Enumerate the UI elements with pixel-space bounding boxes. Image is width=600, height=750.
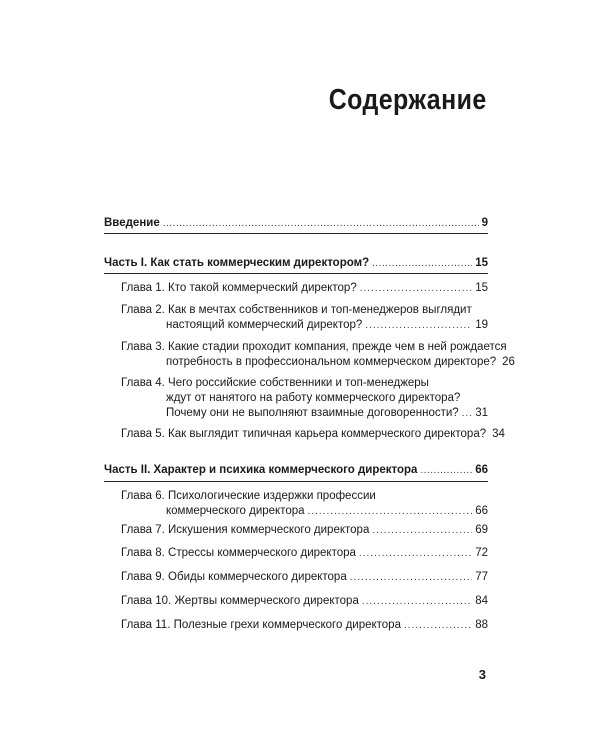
toc-chapter-1[interactable] <box>121 281 488 296</box>
toc-part-1[interactable] <box>104 256 488 271</box>
dot-leader <box>350 570 472 585</box>
toc-chapter-2[interactable] <box>121 303 488 333</box>
dot-leader <box>420 463 472 478</box>
chapter-label: Глава 7. Искушения коммерческого директора <box>121 524 370 536</box>
chapter-label-cont: коммерческого директора <box>166 505 305 517</box>
toc-chapter-5[interactable] <box>121 427 505 442</box>
toc-chapter-4[interactable] <box>121 376 488 421</box>
toc-chapter-9[interactable] <box>121 570 488 585</box>
toc-part-label: Часть II. Характер и психика коммерческого директора <box>104 464 418 476</box>
chapter-page: 72 <box>475 547 488 559</box>
dot-leader <box>360 281 472 296</box>
chapter-label-cont: потребность в профессиональном коммерческом директоре? <box>166 356 497 368</box>
chapter-label: Глава 2. Как в мечтах собственников и топ-менеджеров выглядит <box>121 304 472 316</box>
toc-chapter-11[interactable] <box>121 618 488 633</box>
toc-part-2[interactable] <box>104 463 488 478</box>
page-number: 3 <box>478 667 486 682</box>
chapter-page: 31 <box>475 407 488 419</box>
chapter-page: 77 <box>475 571 488 583</box>
dot-leader <box>372 523 472 538</box>
divider <box>104 481 488 482</box>
page-title: Содержание <box>329 84 487 116</box>
chapter-page: 15 <box>475 282 488 294</box>
toc-part-page: 66 <box>475 464 488 476</box>
chapter-page: 66 <box>475 505 488 517</box>
toc-part-page: 15 <box>475 257 488 269</box>
dot-leader <box>372 256 472 271</box>
chapter-label: Глава 1. Кто такой коммерческий директор? <box>121 282 357 294</box>
dot-leader <box>308 504 473 519</box>
chapter-label: Глава 4. Чего российские собственники и топ-менеджеры <box>121 377 429 389</box>
chapter-label: Глава 9. Обиды коммерческого директора <box>121 571 347 583</box>
divider <box>104 233 488 234</box>
chapter-page: 26 <box>502 356 515 368</box>
chapter-label: Глава 10. Жертвы коммерческого директора <box>121 595 359 607</box>
divider <box>104 273 488 274</box>
chapter-label: Глава 8. Стрессы коммерческого директора <box>121 547 356 559</box>
chapter-page: 69 <box>475 524 488 536</box>
toc-chapter-3[interactable] <box>121 340 515 370</box>
toc-entry-label: Введение <box>104 217 160 229</box>
chapter-label: Глава 11. Полезные грехи коммерческого директора <box>121 619 401 631</box>
chapter-page: 34 <box>492 428 505 440</box>
toc-chapter-8[interactable] <box>121 546 488 561</box>
toc-chapter-6[interactable] <box>121 489 488 519</box>
dot-leader <box>163 216 479 231</box>
chapter-label-cont: настоящий коммерческий директор? <box>166 319 363 331</box>
toc-chapter-7[interactable] <box>121 523 488 538</box>
chapter-label-cont: ждут от нанятого на работу коммерческого директора? <box>166 392 461 404</box>
dot-leader <box>359 546 472 561</box>
chapter-label-cont: Почему они не выполняют взаимные договоренности? <box>166 407 459 419</box>
toc-chapter-10[interactable] <box>121 594 488 609</box>
toc-part-label: Часть I. Как стать коммерческим директором? <box>104 257 370 269</box>
toc-entry-intro[interactable] <box>104 216 488 231</box>
toc-entry-page: 9 <box>481 217 488 229</box>
dot-leader <box>365 318 472 333</box>
dot-leader <box>404 618 472 633</box>
chapter-label: Глава 3. Какие стадии проходит компания, прежде чем в ней рождается <box>121 341 507 353</box>
dot-leader <box>362 594 472 609</box>
chapter-page: 88 <box>475 619 488 631</box>
chapter-label: Глава 6. Психологические издержки профессии <box>121 490 376 502</box>
chapter-label: Глава 5. Как выглядит типичная карьера коммерческого директора? <box>121 428 487 440</box>
chapter-page: 19 <box>475 319 488 331</box>
chapter-page: 84 <box>475 595 488 607</box>
dot-leader <box>462 406 473 421</box>
